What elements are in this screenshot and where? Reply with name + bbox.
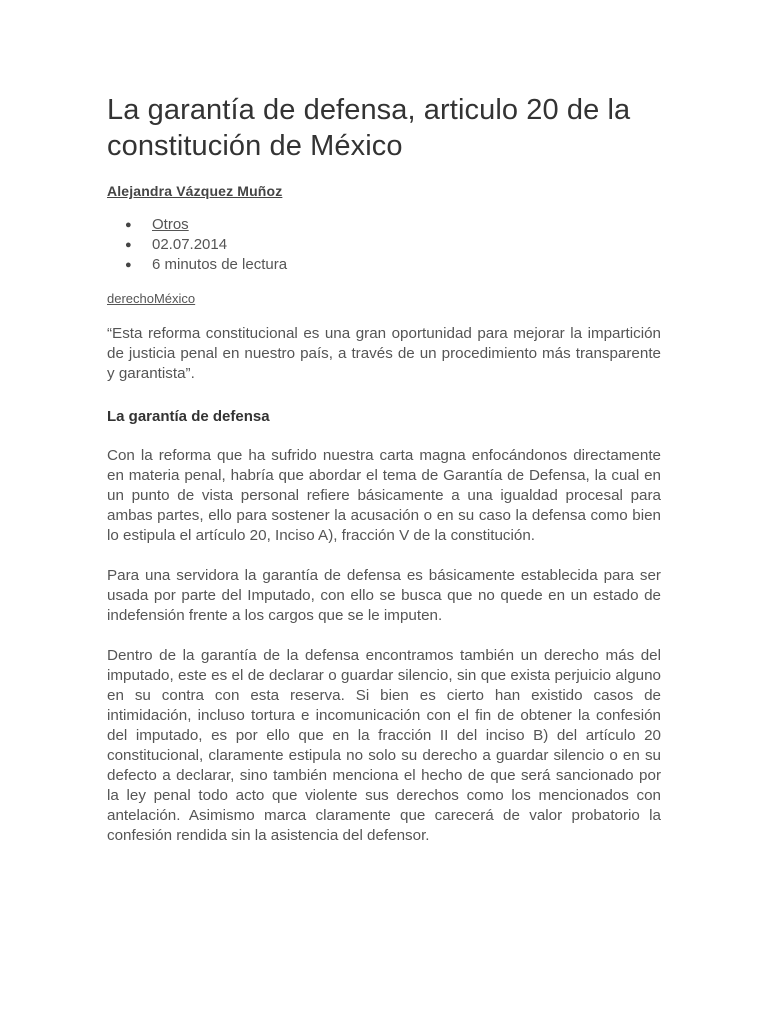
meta-item-date bbox=[107, 235, 661, 255]
bullet-icon: ● bbox=[125, 259, 132, 271]
article-container bbox=[107, 92, 661, 846]
section-heading: La garantía de defensa bbox=[107, 408, 270, 425]
bullet-icon: ● bbox=[125, 239, 132, 251]
article-title: La garantía de defensa, articulo 20 de la constitución de México bbox=[107, 94, 631, 162]
body-paragraph: Dentro de la garantía de la defensa encontramos también un derecho más del imputado, este es el de declarar o guardar silencio, sin que exista perjuicio alguno en su contra con esta reserva. Si bien es cierto han existido casos de intimidación, incluso tortura e incomunicación con el fin de obtener la confesión del imputado, es por ello que en la fracción II del inciso B) del artículo 20 constitucional, claramente estipula no solo su derecho a guardar silencio o en su defecto a declarar, sino también menciona el hecho de que será sancionado por la ley penal todo acto que violente sus derechos como los mencionados con antelación. Asimismo marca claramente que carecerá de valor probatorio la confesión rendida sin la asistencia del defensor. bbox=[107, 647, 661, 844]
article-quote: “Esta reforma constitucional es una gran oportunidad para mejorar la impartición de justicia penal en nuestro país, a través de un procedimiento más transparente y garantista”. bbox=[107, 325, 661, 382]
bullet-icon: ● bbox=[125, 219, 132, 231]
body-paragraph: Para una servidora la garantía de defensa es básicamente establecida para ser usada por parte del Imputado, con ello se busca que no quede en un estado de indefensión frente a los cargos que se le imputen. bbox=[107, 567, 661, 624]
author-link[interactable]: Alejandra Vázquez Muñoz bbox=[107, 183, 283, 199]
meta-item-category bbox=[107, 215, 661, 235]
publish-date: 02.07.2014 bbox=[152, 236, 228, 253]
body-paragraph: Con la reforma que ha sufrido nuestra carta magna enfocándonos directamente en materia penal, habría que abordar el tema de Garantía de Defensa, la cual en un punto de vista personal refiere básicamente a una igualdad procesal para ambas partes, ello para sostener la acusación o en su caso la defensa como bien lo estipula el artículo 20, Inciso A), fracción V de la constitución. bbox=[107, 447, 661, 544]
category-link[interactable]: Otros bbox=[152, 216, 189, 233]
article-meta-list bbox=[107, 215, 661, 275]
tag-links[interactable]: derechoMéxico bbox=[107, 291, 196, 306]
reading-time: 6 minutos de lectura bbox=[152, 256, 288, 273]
meta-item-reading-time bbox=[107, 255, 661, 275]
